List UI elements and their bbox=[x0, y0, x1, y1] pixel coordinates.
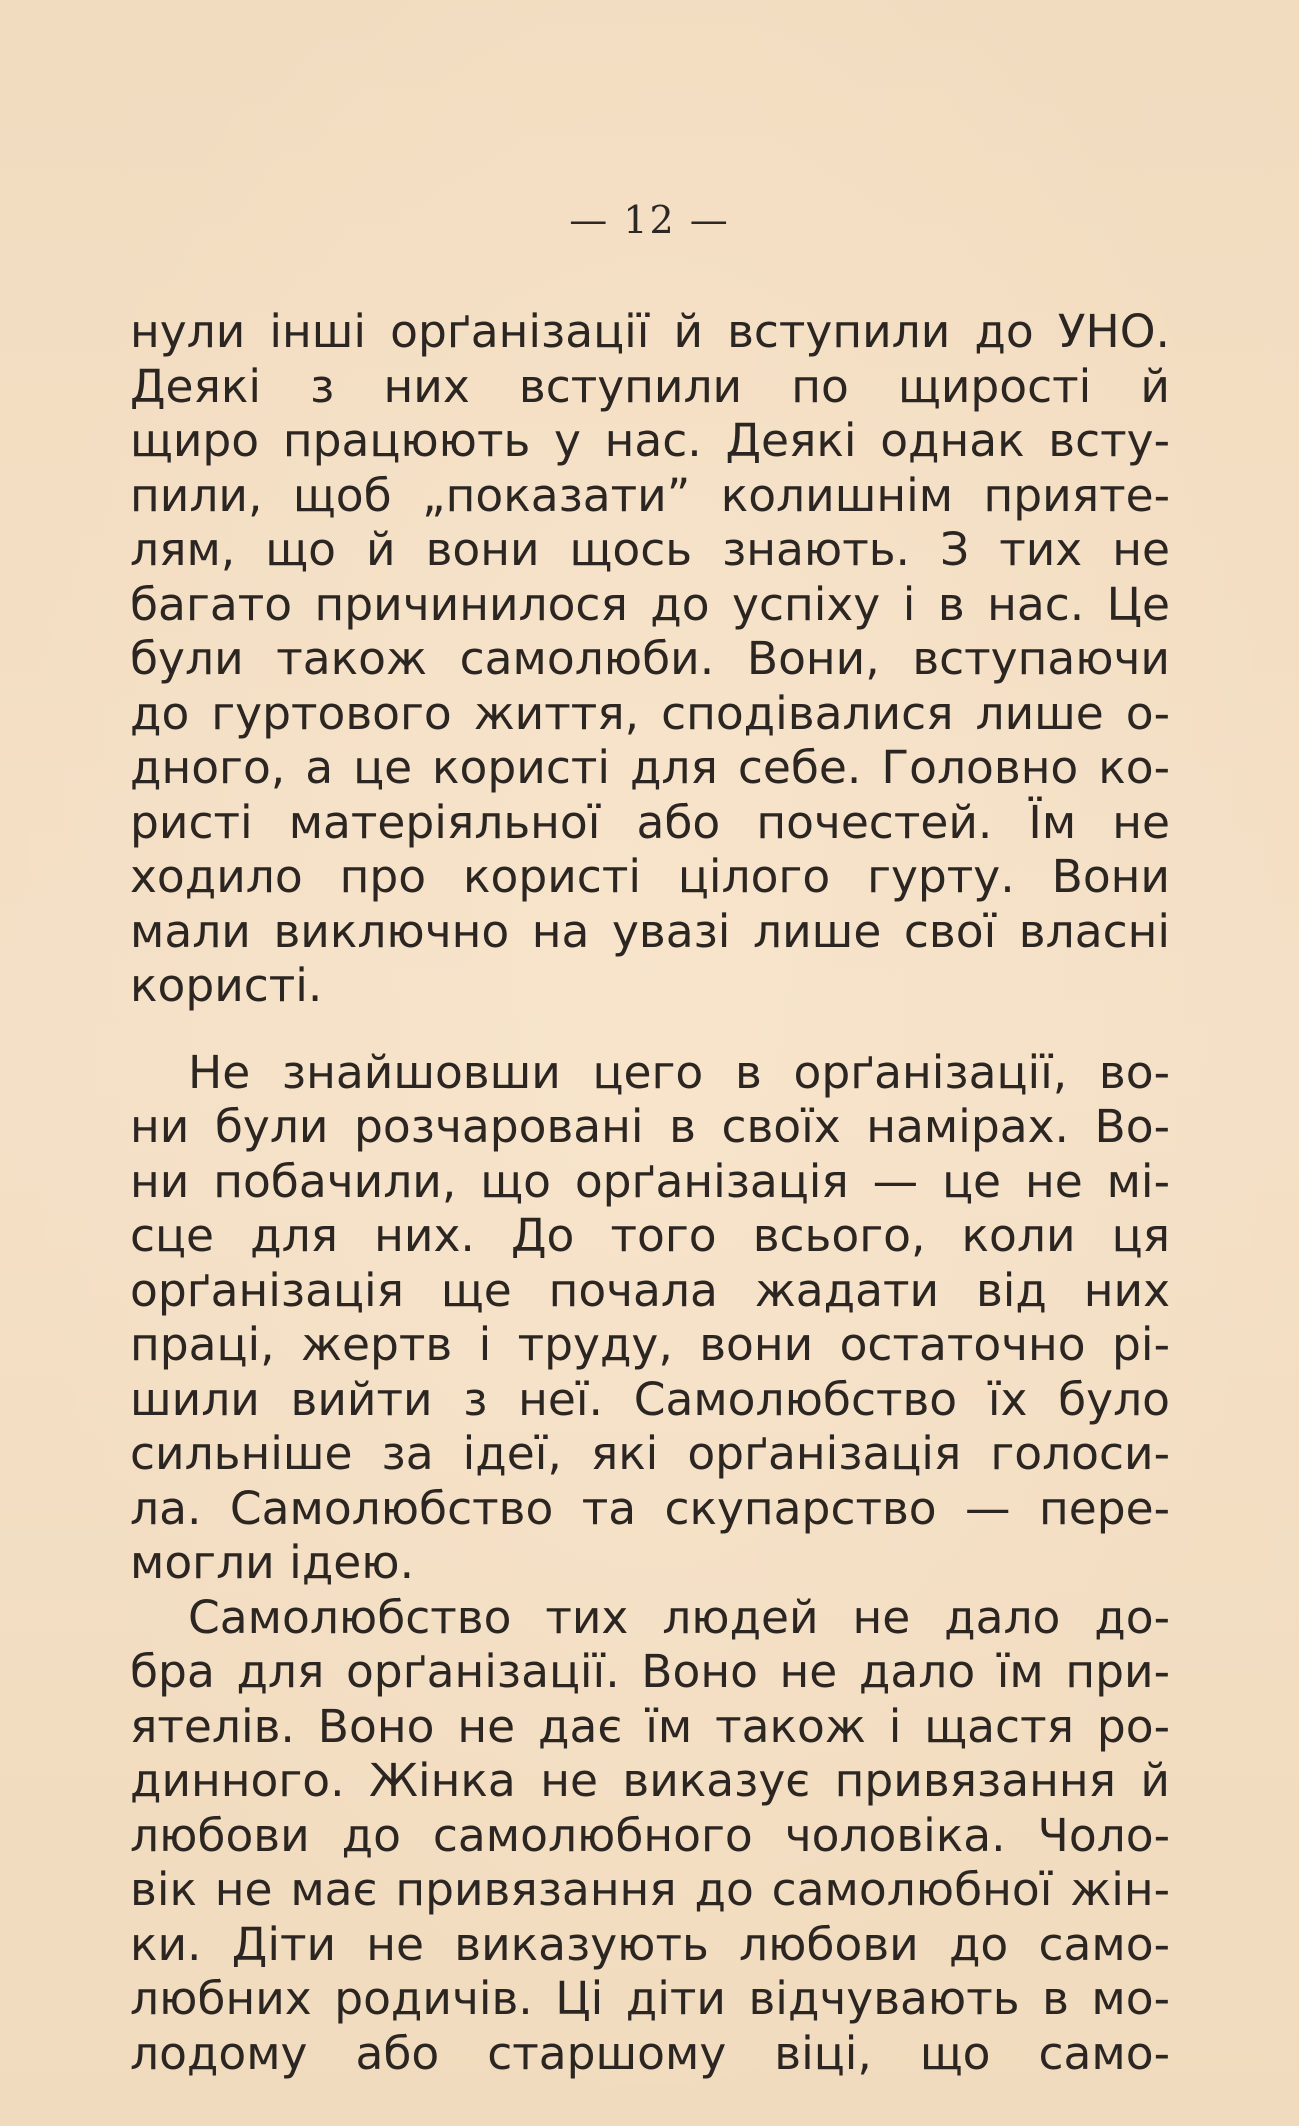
text-line: вік не має привязання до самолюбної жін- bbox=[130, 1863, 1170, 1916]
body-text bbox=[130, 305, 1170, 2081]
text-line: динного. Жінка не виказує привязання й bbox=[130, 1754, 1170, 1807]
paragraph-gap bbox=[130, 1014, 1170, 1046]
text-line: любних родичів. Ці діти відчувають в мо- bbox=[130, 1972, 1170, 2025]
text-line: щиро працюють у нас. Деякі однак всту- bbox=[130, 414, 1170, 467]
text-line: лям, що й вони щось знають. З тих не bbox=[130, 523, 1170, 576]
paragraph bbox=[130, 305, 1170, 1014]
text-line: нули інші орґанізації й вступили до УНО. bbox=[130, 305, 1170, 358]
text-line: ходило про користі цілого гурту. Вони bbox=[130, 850, 1170, 903]
text-line: ни побачили, що орґанізація — це не мі- bbox=[130, 1154, 1170, 1208]
text-line: ки. Діти не виказують любови до само- bbox=[130, 1917, 1170, 1971]
page-number: — 12 — bbox=[569, 198, 730, 242]
text-line: шили вийти з неї. Самолюбство їх було bbox=[130, 1372, 1170, 1426]
text-line: були також самолюби. Вони, вступаючи bbox=[130, 632, 1170, 685]
text-line: праці, жертв і труду, вони остаточно рі- bbox=[130, 1318, 1170, 1371]
paragraph bbox=[130, 1591, 1170, 2082]
text-line: ни були розчаровані в своїх намірах. Во- bbox=[130, 1100, 1170, 1153]
text-line: дного, а це користі для себе. Головно ко- bbox=[130, 741, 1170, 794]
text-line: ла. Самолюбство та скупарство — пере- bbox=[130, 1481, 1170, 1535]
text-line: Самолюбство тих людей не дало до- bbox=[188, 1590, 1170, 1644]
text-line: ристі матеріяльної або почестей. Їм не bbox=[130, 795, 1170, 849]
text-line: Деякі з них вступили по щирості й bbox=[130, 359, 1170, 413]
text-line: до гуртового життя, сподівалися лише о- bbox=[130, 686, 1170, 740]
text-line: сце для них. До того всього, коли ця bbox=[130, 1209, 1170, 1262]
text-line: багато причинилося до успіху і в нас. Це bbox=[130, 577, 1170, 631]
text-line: бра для орґанізації. Воно не дало їм при- bbox=[130, 1645, 1170, 1698]
text-line: лодому або старшому віці, що само- bbox=[130, 2026, 1170, 2080]
text-line: мали виключно на увазі лише свої власні bbox=[130, 904, 1170, 958]
text-line: орґанізація ще почала жадати від них bbox=[130, 1263, 1170, 1317]
text-line: Не знайшовши цего в орґанізації, во- bbox=[188, 1045, 1170, 1099]
paragraph bbox=[130, 1046, 1170, 1591]
text-line: любови до самолюбного чоловіка. Чоло- bbox=[130, 1808, 1170, 1862]
text-line: сильніше за ідеї, які орґанізація голоси- bbox=[130, 1427, 1170, 1480]
text-line: ятелів. Воно не дає їм також і щастя ро- bbox=[130, 1699, 1170, 1753]
text-line: могли ідею. bbox=[130, 1536, 415, 1589]
text-line: пили, щоб „показати” колишнім прияте- bbox=[130, 468, 1170, 522]
text-line: користі. bbox=[130, 959, 323, 1012]
